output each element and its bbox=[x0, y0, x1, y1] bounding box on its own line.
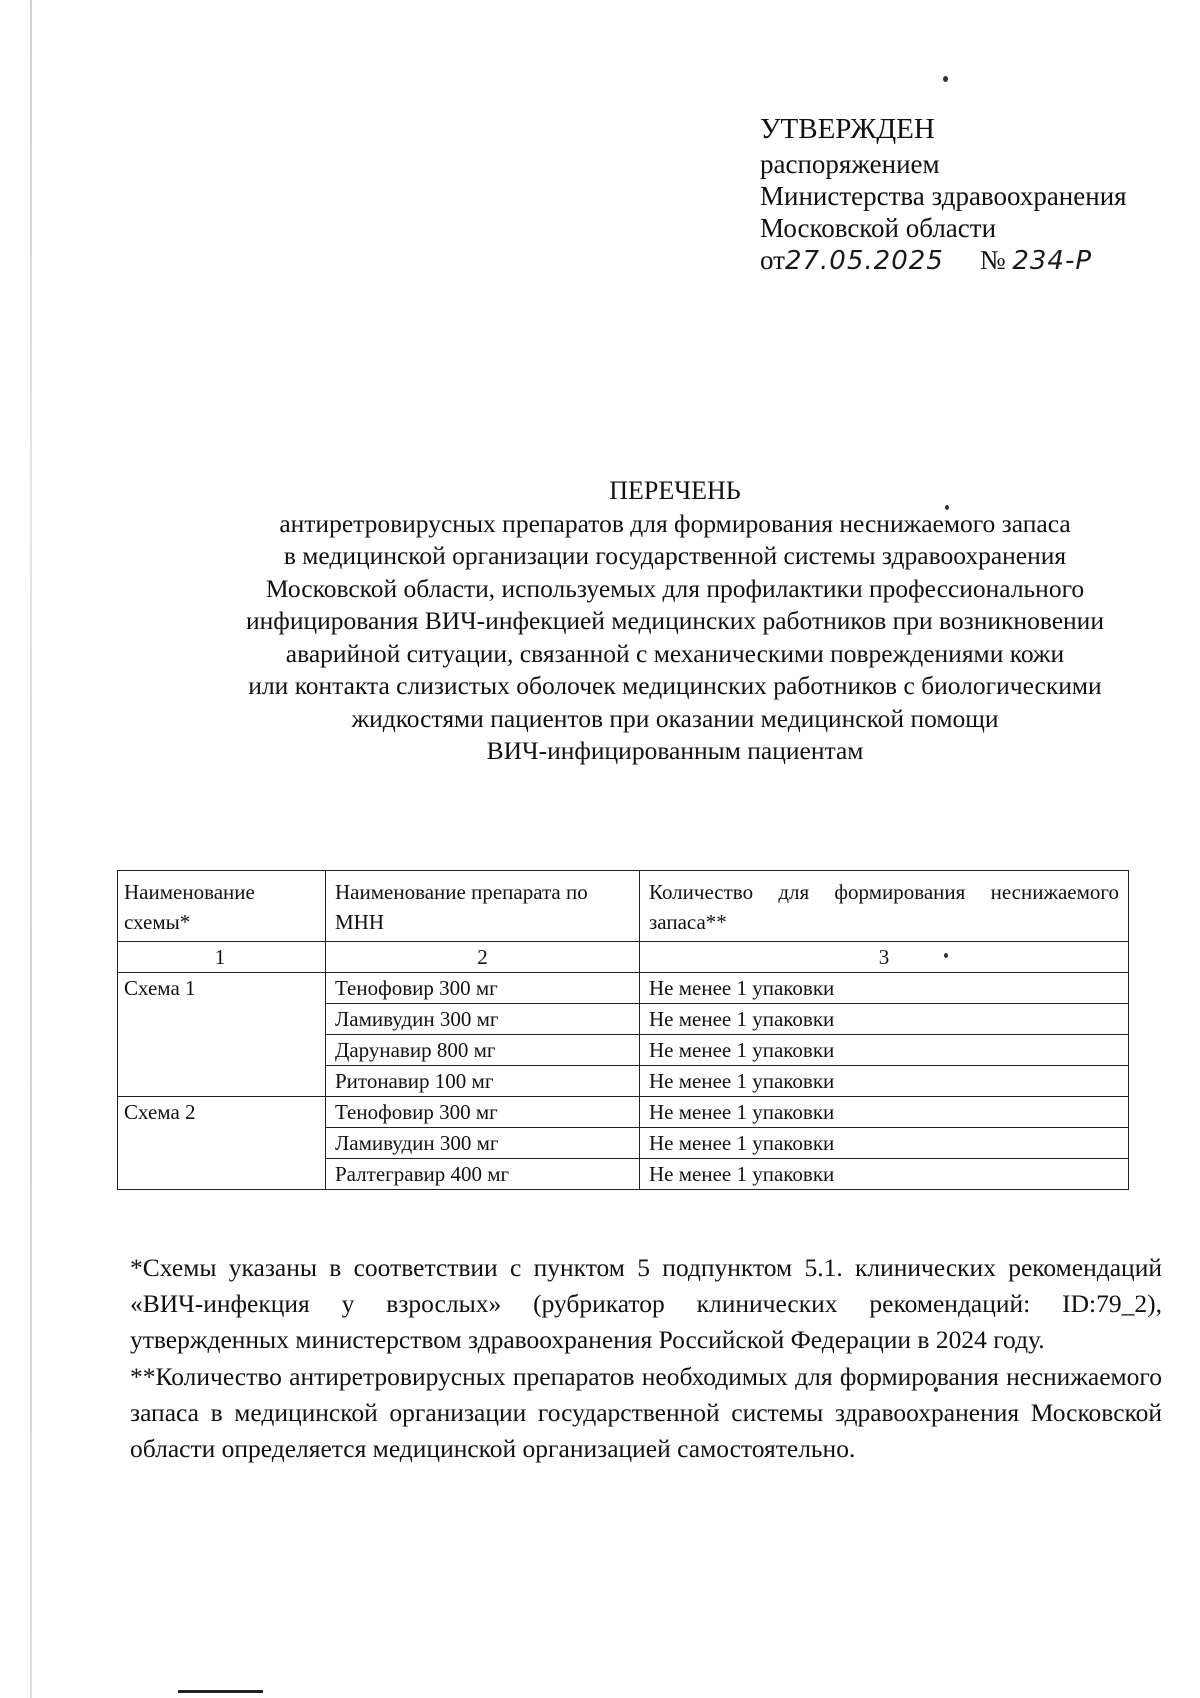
drug-quantity: Не менее 1 упаковки bbox=[640, 1097, 1129, 1128]
title-line-4: инфицирования ВИЧ-инфекцией медицинских работников при возникновении bbox=[246, 606, 1104, 635]
header-scheme: Наименование схемы* bbox=[118, 871, 326, 942]
handwritten-number: 234-Р bbox=[1012, 246, 1093, 276]
drug-quantity: Не менее 1 упаковки bbox=[640, 1004, 1129, 1035]
title-heading: ПЕРЕЧЕНЬ bbox=[609, 476, 741, 505]
title-line-8: ВИЧ-инфицированным пациентам bbox=[486, 736, 864, 765]
drug-table bbox=[117, 870, 1129, 1190]
table-header-row bbox=[118, 871, 1129, 942]
column-number: 2 bbox=[326, 942, 640, 973]
drug-name: Ритонавир 100 мг bbox=[326, 1066, 640, 1097]
handwritten-date: 27.05.2025 bbox=[784, 246, 944, 276]
title-line-2: в медицинской организации государственной системы здравоохранения bbox=[283, 541, 1067, 570]
drug-name: Ламивудин 300 мг bbox=[326, 1004, 640, 1035]
scan-edge-line bbox=[30, 0, 32, 1698]
drug-name: Ламивудин 300 мг bbox=[326, 1128, 640, 1159]
drug-name: Ралтегравир 400 мг bbox=[326, 1159, 640, 1190]
scan-speck bbox=[943, 76, 948, 82]
title-line-5: аварийной ситуации, связанной с механическими повреждениями кожи bbox=[285, 638, 1065, 668]
number-prefix: № bbox=[979, 245, 1006, 275]
drug-quantity: Не менее 1 упаковки bbox=[640, 1035, 1129, 1066]
approval-block bbox=[760, 112, 1127, 277]
drug-name: Тенофовир 300 мг bbox=[326, 1097, 640, 1128]
table-row bbox=[118, 973, 1129, 1004]
column-number: 1 bbox=[118, 942, 326, 973]
document-title bbox=[150, 475, 1200, 768]
drug-name: Дарунавир 800 мг bbox=[326, 1035, 640, 1066]
approval-line-3: Московской области bbox=[760, 213, 997, 243]
title-line-6: или контакта слизистых оболочек медицинских работников с биологическими bbox=[248, 671, 1102, 700]
column-number: 3 bbox=[640, 942, 1129, 973]
title-line-7: жидкостями пациентов при оказании медицинской помощи bbox=[351, 703, 999, 733]
drug-quantity: Не менее 1 упаковки bbox=[640, 1066, 1129, 1097]
footnotes bbox=[130, 1250, 1162, 1467]
title-line-1: антиретровирусных препаратов для формирования неснижаемого запаса bbox=[279, 508, 1071, 538]
drug-quantity: Не менее 1 упаковки bbox=[640, 973, 1129, 1004]
table-row bbox=[118, 1097, 1129, 1128]
date-prefix: от bbox=[760, 245, 785, 275]
approval-line-2: Министерства здравоохранения bbox=[760, 181, 1127, 211]
table-number-row bbox=[118, 942, 1129, 973]
title-line-3: Московской области, используемых для профилактики профессионального bbox=[265, 573, 1085, 603]
scheme-name: Схема 2 bbox=[118, 1097, 326, 1190]
header-quantity-line1: Количество для формирования неснижаемого bbox=[649, 880, 1119, 904]
approval-line-1: распоряжением bbox=[760, 149, 940, 179]
approval-date-line bbox=[760, 244, 1127, 277]
header-quantity-line2: запаса** bbox=[649, 910, 727, 934]
footnote-1: *Схемы указаны в соответствии с пунктом 5 подпунктом 5.1. клинических рекомендаций «ВИЧ-инфекция у взрослых» (рубрикатор клинических рекомендаций: ID:79_2), утвержденных министерством здравоохранения Российской Федерации в 2024 году. bbox=[130, 1253, 1162, 1355]
drug-name: Тенофовир 300 мг bbox=[326, 973, 640, 1004]
drug-quantity: Не менее 1 упаковки bbox=[640, 1128, 1129, 1159]
header-drug: Наименование препарата по МНН bbox=[326, 871, 640, 942]
drug-quantity: Не менее 1 упаковки bbox=[640, 1159, 1129, 1190]
approval-heading: УТВЕРЖДЕН bbox=[760, 113, 935, 145]
scheme-name: Схема 1 bbox=[118, 973, 326, 1097]
header-quantity bbox=[640, 871, 1129, 942]
scan-bottom-mark bbox=[178, 1690, 263, 1693]
footnote-2: **Количество антиретровирусных препаратов необходимых для формирования неснижаемого запаса в медицинской организации государственной системы здравоохранения Московской области определяется медицинской организацией самостоятельно. bbox=[130, 1361, 1162, 1464]
